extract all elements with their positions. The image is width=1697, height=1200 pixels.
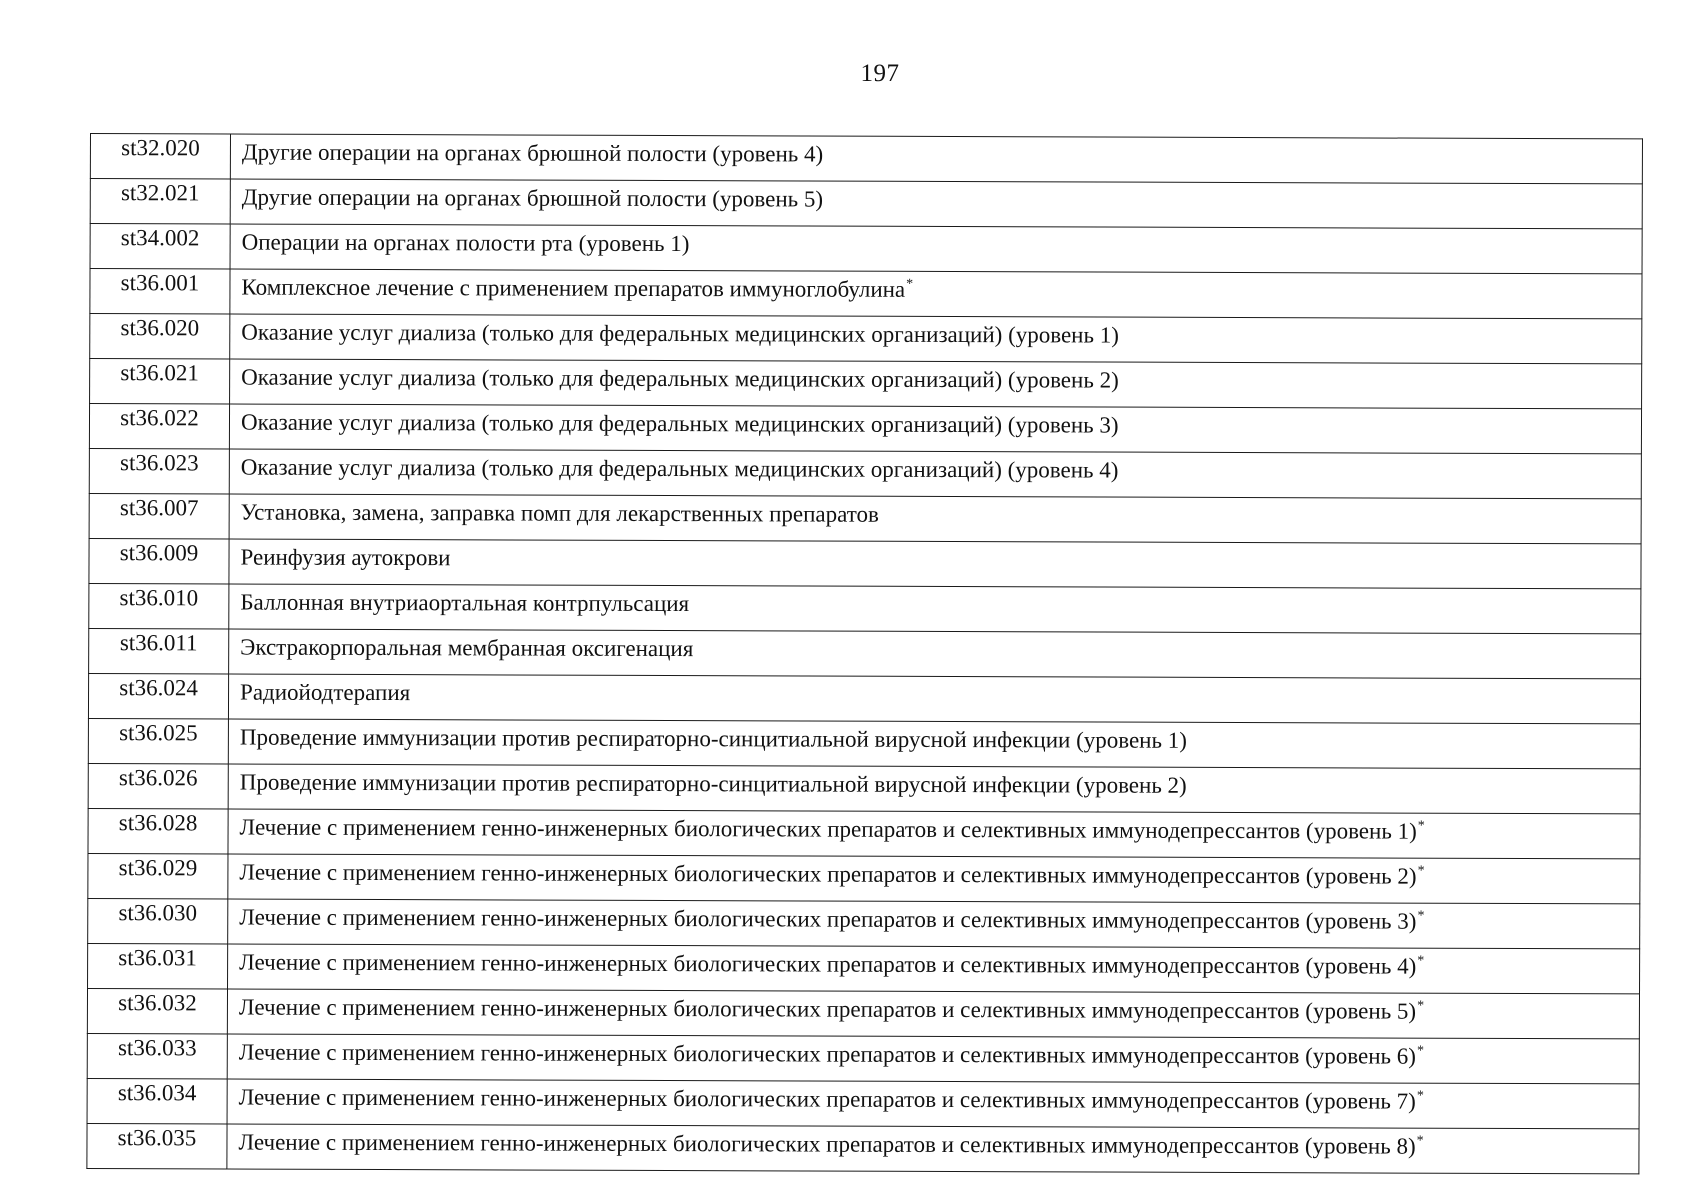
ksg-name-text: Оказание услуг диализа (только для федеральных медицинских организаций) (уровень 4) bbox=[240, 454, 1119, 483]
table-row bbox=[88, 898, 1640, 948]
footnote-mark: * bbox=[1416, 1043, 1425, 1060]
ksg-name-cell bbox=[228, 854, 1640, 904]
table-row bbox=[87, 1078, 1639, 1128]
ksg-name-text: Оказание услуг диализа (только для федеральных медицинских организаций) (уровень 1) bbox=[241, 319, 1119, 348]
ksg-name-cell bbox=[230, 269, 1642, 319]
ksg-code-cell: st36.011 bbox=[89, 628, 229, 673]
table-row bbox=[89, 583, 1641, 633]
ksg-name-cell bbox=[227, 1124, 1639, 1174]
ksg-name-cell bbox=[229, 539, 1641, 589]
ksg-code-cell: st36.032 bbox=[87, 988, 227, 1033]
ksg-name-text: Лечение с применением генно-инженерных биологических препаратов и селективных иммунодепрессантов (уровень 3) bbox=[239, 904, 1417, 934]
table-row bbox=[89, 538, 1641, 588]
ksg-name-cell bbox=[229, 404, 1641, 454]
table-row bbox=[89, 404, 1641, 454]
table-row bbox=[90, 314, 1642, 364]
table-row bbox=[87, 1123, 1639, 1173]
ksg-table-body bbox=[87, 134, 1643, 1174]
ksg-name-text: Другие операции на органах брюшной полости (уровень 4) bbox=[241, 139, 824, 167]
ksg-name-cell bbox=[229, 494, 1641, 544]
table-row bbox=[88, 943, 1640, 993]
ksg-code-cell: st36.021 bbox=[90, 359, 230, 404]
ksg-name-text: Лечение с применением генно-инженерных биологических препаратов и селективных иммунодепрессантов (уровень 7) bbox=[238, 1084, 1416, 1114]
table-row bbox=[89, 628, 1641, 678]
ksg-code-cell: st36.020 bbox=[90, 314, 230, 359]
ksg-name-text: Реинфузия аутокрови bbox=[240, 544, 451, 571]
footnote-mark: * bbox=[1417, 863, 1425, 880]
ksg-name-text: Комплексное лечение с применением препаратов иммуноглобулина bbox=[241, 274, 906, 302]
table-row bbox=[90, 269, 1642, 319]
ksg-name-cell bbox=[228, 764, 1640, 814]
ksg-name-cell bbox=[228, 674, 1640, 724]
ksg-code-cell: st36.028 bbox=[88, 808, 228, 853]
footnote-mark: * bbox=[1416, 1088, 1424, 1105]
ksg-name-text: Лечение с применением генно-инженерных биологических препаратов и селективных иммунодепрессантов (уровень 8) bbox=[238, 1129, 1416, 1159]
table-row bbox=[90, 359, 1642, 409]
table-row bbox=[87, 988, 1639, 1038]
ksg-code-cell: st36.026 bbox=[88, 763, 228, 808]
footnote-mark: * bbox=[1417, 998, 1425, 1015]
footnote-mark: * bbox=[1417, 908, 1425, 925]
table-row bbox=[88, 763, 1640, 813]
ksg-name-cell bbox=[229, 449, 1641, 499]
ksg-name-text: Лечение с применением генно-инженерных биологических препаратов и селективных иммунодепрессантов (уровень 5) bbox=[238, 994, 1417, 1024]
ksg-name-cell bbox=[227, 1079, 1639, 1129]
ksg-name-cell bbox=[229, 629, 1641, 679]
ksg-code-cell: st36.035 bbox=[87, 1123, 227, 1168]
table-row bbox=[90, 224, 1642, 274]
ksg-code-cell: st36.029 bbox=[88, 853, 228, 898]
ksg-code-cell: st36.031 bbox=[88, 943, 228, 988]
footnote-mark: * bbox=[1416, 1133, 1424, 1150]
ksg-name-text: Лечение с применением генно-инженерных биологических препаратов и селективных иммунодепрессантов (уровень 4) bbox=[239, 949, 1417, 979]
ksg-name-cell bbox=[230, 179, 1642, 229]
ksg-name-text: Проведение иммунизации против респираторно-синцитиальной вирусной инфекции (уровень 2) bbox=[239, 769, 1187, 798]
ksg-name-text: Радиойодтерапия bbox=[240, 679, 411, 706]
table-row bbox=[88, 718, 1640, 768]
ksg-code-cell: st36.023 bbox=[89, 448, 229, 493]
ksg-name-text: Установка, замена, заправка помп для лекарственных препаратов bbox=[240, 499, 879, 527]
footnote-mark: * bbox=[1417, 818, 1425, 835]
table-row bbox=[87, 1033, 1639, 1083]
ksg-name-cell bbox=[228, 944, 1640, 994]
ksg-code-cell: st36.025 bbox=[88, 718, 228, 763]
ksg-code-cell: st36.024 bbox=[88, 673, 228, 718]
ksg-name-cell bbox=[228, 719, 1640, 769]
table-row bbox=[88, 853, 1640, 903]
table-row bbox=[90, 179, 1642, 229]
ksg-name-text: Лечение с применением генно-инженерных биологических препаратов и селективных иммунодепрессантов (уровень 2) bbox=[239, 859, 1417, 889]
ksg-name-cell bbox=[230, 224, 1642, 274]
ksg-name-text: Оказание услуг диализа (только для федеральных медицинских организаций) (уровень 2) bbox=[241, 364, 1119, 393]
ksg-code-cell: st32.021 bbox=[90, 179, 230, 224]
ksg-name-cell bbox=[230, 134, 1642, 184]
ksg-code-cell: st36.001 bbox=[90, 269, 230, 314]
table-row bbox=[88, 673, 1640, 723]
table-row bbox=[90, 134, 1642, 184]
ksg-code-cell: st32.020 bbox=[90, 134, 230, 179]
ksg-name-cell bbox=[230, 359, 1642, 409]
page-number: 197 bbox=[860, 60, 900, 87]
ksg-name-text: Операции на органах полости рта (уровень 1) bbox=[241, 229, 690, 257]
ksg-name-text: Экстракорпоральная мембранная оксигенация bbox=[240, 634, 694, 662]
ksg-name-text: Другие операции на органах брюшной полости (уровень 5) bbox=[241, 184, 824, 212]
ksg-code-cell: st36.033 bbox=[87, 1033, 227, 1078]
ksg-code-cell: st36.022 bbox=[89, 404, 229, 449]
ksg-name-text: Оказание услуг диализа (только для федеральных медицинских организаций) (уровень 3) bbox=[240, 409, 1119, 438]
ksg-code-cell: st36.034 bbox=[87, 1078, 227, 1123]
ksg-name-cell bbox=[228, 899, 1640, 949]
footnote-mark: * bbox=[906, 277, 914, 293]
ksg-code-cell: st36.007 bbox=[89, 493, 229, 538]
ksg-code-cell: st36.010 bbox=[89, 583, 229, 628]
ksg-code-cell: st36.009 bbox=[89, 538, 229, 583]
ksg-name-text: Баллонная внутриаортальная контрпульсация bbox=[240, 589, 690, 617]
ksg-name-text: Лечение с применением генно-инженерных биологических препаратов и селективных иммунодепрессантов (уровень 1) bbox=[239, 814, 1417, 844]
ksg-code-cell: st34.002 bbox=[90, 224, 230, 269]
ksg-name-cell bbox=[227, 989, 1639, 1039]
footnote-mark: * bbox=[1417, 953, 1425, 970]
ksg-code-cell: st36.030 bbox=[88, 898, 228, 943]
ksg-name-cell bbox=[228, 809, 1640, 859]
ksg-name-cell bbox=[229, 584, 1641, 634]
ksg-name-cell bbox=[230, 314, 1642, 364]
ksg-table bbox=[86, 133, 1643, 1174]
ksg-name-text: Проведение иммунизации против респираторно-синцитиальной вирусной инфекции (уровень 1) bbox=[239, 724, 1187, 753]
table-row bbox=[89, 493, 1641, 543]
table-row bbox=[88, 808, 1640, 858]
ksg-name-text: Лечение с применением генно-инженерных биологических препаратов и селективных иммунодепрессантов (уровень 6) bbox=[238, 1039, 1417, 1069]
ksg-name-cell bbox=[227, 1034, 1639, 1084]
table-row bbox=[89, 448, 1641, 498]
